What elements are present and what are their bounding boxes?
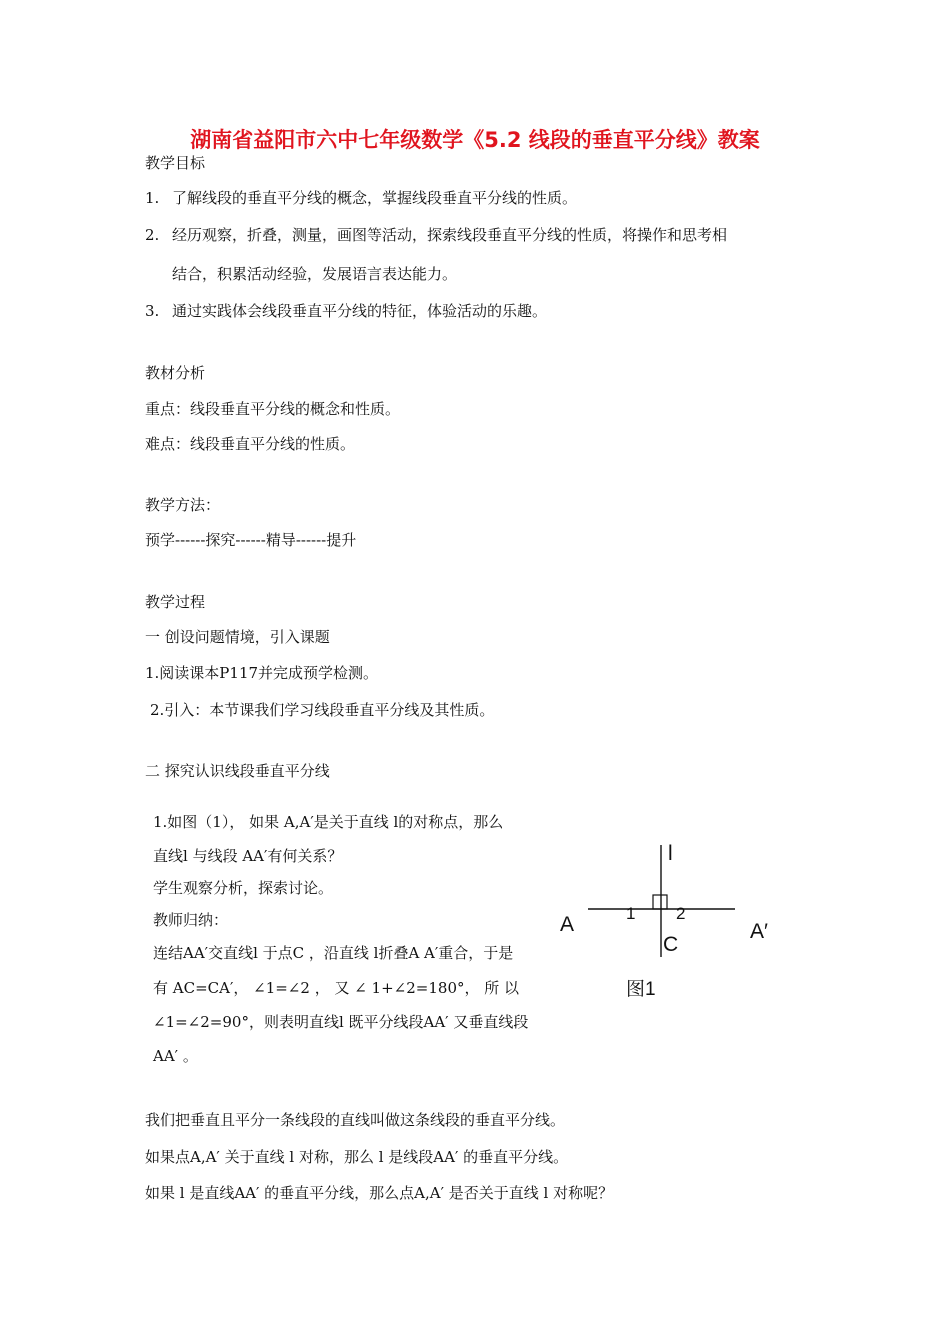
process-heading: 教学过程 <box>145 593 206 611</box>
goal-1-number: 1. <box>145 189 160 207</box>
closing-question: 如果 l 是直线AA′ 的垂直平分线，那么点A,A′ 是否关于直线 l 对称呢？ <box>145 1184 614 1202</box>
section-1-item-1: 1.阅读课本P117并完成预学检测。 <box>145 664 379 682</box>
explore-line-5: 连结AA′交直线l 于点C ，沿直线 l折叠A A′重合，于是 <box>153 944 514 962</box>
label-line-l: l <box>668 842 673 865</box>
explore-line-8: AA′ 。 <box>153 1047 198 1065</box>
section-1-item-2: 2.引入：本节课我们学习线段垂直平分线及其性质。 <box>150 701 495 719</box>
document-title: 湖南省益阳市六中七年级数学《5.2 线段的垂直平分线》教案 <box>190 128 760 152</box>
goal-2-text: 经历观察，折叠，测量，画图等活动，探索线段垂直平分线的性质，将操作和思考相 <box>172 226 728 244</box>
label-A-prime: A′ <box>750 920 768 943</box>
analysis-difficult-point: 难点：线段垂直平分线的性质。 <box>145 435 356 453</box>
explore-line-1: 1.如图（1）， 如果 A,A′是关于直线 l的对称点，那么 <box>153 813 504 831</box>
method-heading: 教学方法： <box>145 496 221 514</box>
goal-2-number: 2. <box>145 226 160 244</box>
goal-2-text-continued: 结合，积累活动经验，发展语言表达能力。 <box>172 265 458 283</box>
label-C: C <box>663 933 679 956</box>
section-1-title: 一 创设问题情境，引入课题 <box>145 628 330 646</box>
analysis-key-point: 重点：线段垂直平分线的概念和性质。 <box>145 400 401 418</box>
goals-heading: 教学目标 <box>145 154 206 172</box>
explore-line-3: 学生观察分析，探索讨论。 <box>153 879 334 897</box>
goal-3-text: 通过实践体会线段垂直平分线的特征，体验活动的乐趣。 <box>172 302 548 320</box>
label-angle-2: 2 <box>676 904 686 923</box>
explore-line-4: 教师归纳： <box>153 911 229 929</box>
figure-caption: 图1 <box>626 979 656 1000</box>
label-angle-1: 1 <box>626 904 636 923</box>
label-A: A <box>560 913 575 936</box>
closing-property: 如果点A,A′ 关于直线 l 对称，那么 l 是线段AA′ 的垂直平分线。 <box>145 1148 569 1166</box>
method-text: 预学------探究------精导------提升 <box>145 531 357 549</box>
goal-1-text: 了解线段的垂直平分线的概念，掌握线段垂直平分线的性质。 <box>172 189 578 207</box>
right-angle-mark <box>653 895 667 909</box>
analysis-heading: 教材分析 <box>145 364 206 382</box>
explore-line-6: 有 AC=CA′， ∠1=∠2 ， 又 ∠ 1+∠2=180°， 所 以 <box>153 979 520 997</box>
closing-definition: 我们把垂直且平分一条线段的直线叫做这条线段的垂直平分线。 <box>145 1111 566 1129</box>
section-2-title: 二 探究认识线段垂直平分线 <box>145 762 330 780</box>
goal-3-number: 3. <box>145 302 160 320</box>
perpendicular-bisector-figure <box>540 835 800 1005</box>
explore-line-2: 直线l 与线段 AA′有何关系？ <box>153 847 343 865</box>
explore-line-7: ∠1=∠2=90°，则表明直线l 既平分线段AA′ 又垂直线段 <box>153 1013 529 1031</box>
